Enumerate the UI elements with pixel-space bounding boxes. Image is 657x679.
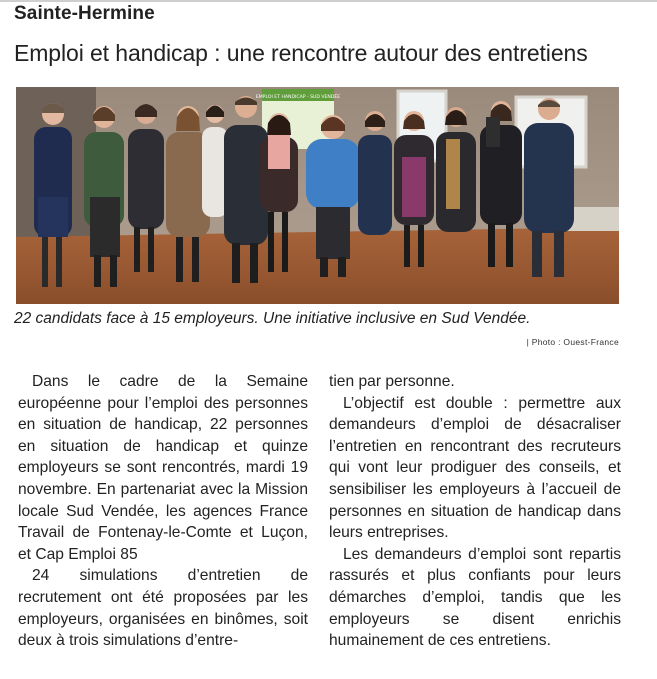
photo-caption: 22 candidats face à 15 employeurs. Une initiative inclusive en Sud Vendée. <box>14 310 531 327</box>
top-rule <box>0 0 657 2</box>
article-photo <box>16 87 619 304</box>
article-headline: Emploi et handicap : une rencontre autour des entretiens <box>14 40 588 66</box>
body-paragraph-continuation: tien par personne. <box>329 373 455 390</box>
location-kicker: Sainte-Hermine <box>14 3 155 24</box>
body-paragraph: Dans le cadre de la Semaine européenne pour l’emploi des personnes en situation de handicap, 22 personnes en situation de handicap et quinze employeurs se sont rencontrés, mardi 19 novembre. En partenariat avec la Mission locale Sud Vendée, les agences France Travail de Fontenay-le-Comte et Luçon, et Cap Emploi 85 <box>18 373 308 563</box>
body-paragraph: 24 simulations d’entretien de recrutement ont été proposées par les employeurs, organisées en binômes, soit deux à trois simulations d’entre- <box>18 567 308 650</box>
photo-sign-text: EMPLOI ET HANDICAP - SUD VENDÉE <box>255 95 341 100</box>
photo-credit: | Photo : Ouest-France <box>526 337 619 347</box>
article-body-right-column <box>329 371 621 652</box>
body-paragraph: L’objectif est double : permettre aux demandeurs d’emploi de désacraliser l’entretien en rencontrant des recruteurs qui vont leur prodiguer des conseils, et sensibiliser les employeurs à l’accueil de personnes en situation de handicap dans leurs entreprises. <box>329 394 621 542</box>
article-body-left-column <box>18 371 308 652</box>
body-paragraph: Les demandeurs d’emploi sont repartis rassurés et plus confiants pour leurs démarches d’emploi, tandis que les employeurs se disent enrichis humainement de ces entretiens. <box>329 545 621 650</box>
